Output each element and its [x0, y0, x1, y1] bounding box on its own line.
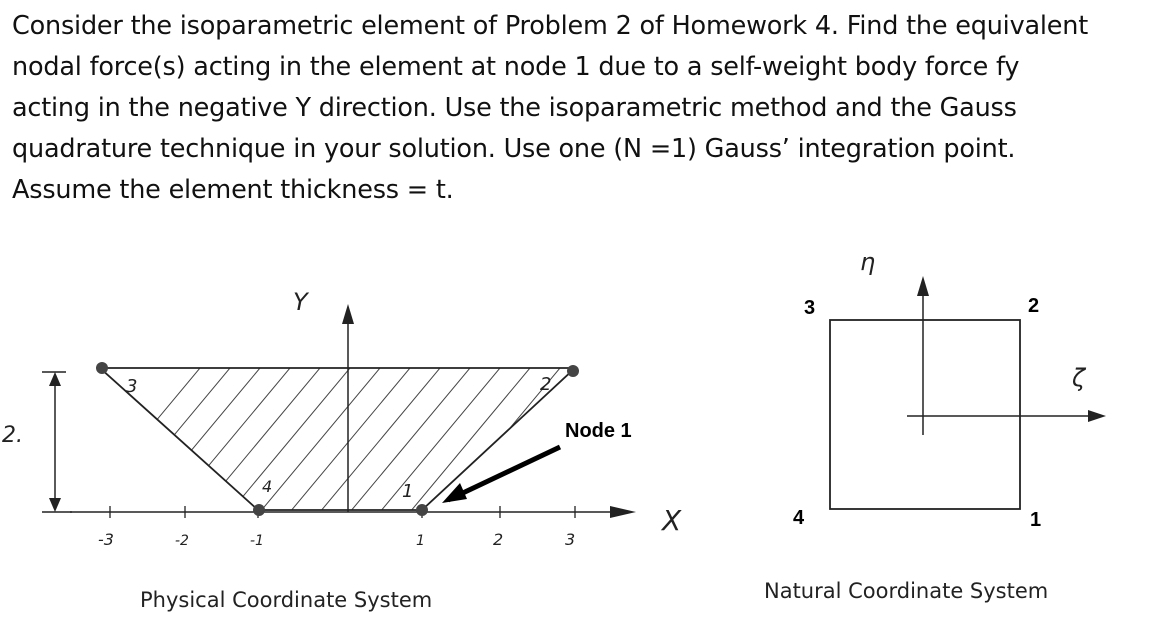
y-axis-arrow — [342, 304, 354, 324]
natural-node-1-label: 1 — [1030, 509, 1042, 531]
node-2-dot — [567, 365, 579, 377]
tick-label: 3 — [565, 530, 576, 549]
eta-axis-arrow — [917, 276, 929, 296]
x-axis-arrow — [610, 506, 636, 518]
node-1-callout-arrow — [448, 447, 560, 500]
problem-line: nodal force(s) acting in the element at node 1 due to a self-weight body force fy — [12, 52, 1020, 82]
tick-label: -1 — [250, 533, 264, 549]
height-arrow-top — [49, 372, 61, 386]
tick-label: 2 — [493, 530, 504, 549]
node-4-label: 4 — [262, 477, 273, 496]
tick-label: -3 — [98, 530, 114, 549]
element-outline — [100, 368, 575, 510]
problem-line: acting in the negative Y direction. Use the isoparametric method and the Gauss — [12, 93, 1017, 123]
tick-label: 1 — [416, 533, 425, 549]
node-3-dot — [96, 362, 108, 374]
natural-node-3-label: 3 — [804, 297, 816, 319]
natural-square — [830, 320, 1020, 509]
problem-line: quadrature technique in your solution. Use one (N =1) Gauss’ integration point. — [12, 134, 1016, 164]
natural-diagram — [764, 248, 1106, 603]
xi-label: ζ — [1072, 364, 1086, 392]
node-1-callout-label: Node 1 — [565, 420, 632, 442]
natural-node-2-label: 2 — [1028, 295, 1040, 317]
x-axis-label: X — [662, 504, 682, 537]
problem-line: Assume the element thickness = t. — [12, 175, 454, 205]
natural-caption: Natural Coordinate System — [764, 579, 1049, 603]
tick-label: -2 — [175, 533, 189, 549]
natural-node-4-label: 4 — [793, 507, 805, 529]
node-3-label: 3 — [126, 376, 138, 397]
problem-line: Consider the isoparametric element of Problem 2 of Homework 4. Find the equivalent — [12, 11, 1089, 41]
node-1-label: 1 — [402, 481, 414, 502]
height-label: 2. — [2, 423, 23, 448]
physical-caption: Physical Coordinate System — [140, 588, 433, 612]
node-4-dot — [253, 504, 265, 516]
physical-diagram — [2, 288, 682, 612]
y-axis-label: Y — [293, 288, 308, 316]
node-1-dot — [416, 504, 428, 516]
xi-axis-arrow — [1088, 410, 1106, 422]
height-arrow-bottom — [49, 498, 61, 512]
node-2-label: 2 — [540, 374, 552, 395]
height-dimension — [42, 372, 72, 512]
eta-label: η — [860, 248, 876, 276]
node-1-callout-arrowhead — [442, 483, 467, 503]
